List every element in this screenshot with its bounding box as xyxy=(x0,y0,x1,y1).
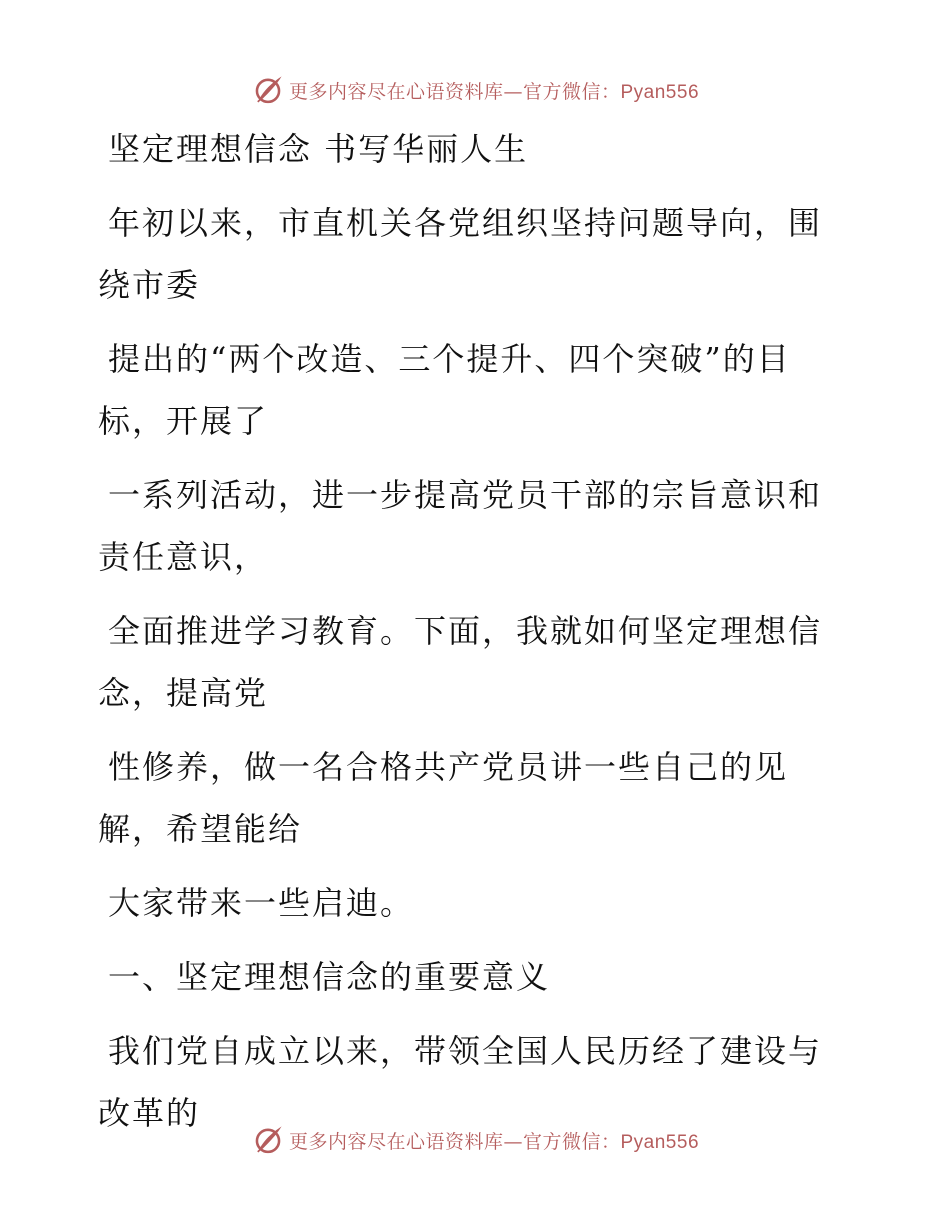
paragraph-line: 一系列活动，进一步提高党员干部的宗旨意识和 xyxy=(108,476,823,514)
watermark-text: 更多内容尽在心语资料库—官方微信：Pyan556 xyxy=(288,1130,700,1153)
paragraph-line: 念，提高党 xyxy=(98,674,269,712)
paragraph-line: 改革的 xyxy=(98,1094,201,1132)
footer-watermark xyxy=(0,1120,950,1160)
paragraph-line: 性修养，做一名合格共产党员讲一些自己的见 xyxy=(108,748,789,786)
paragraph-line: 解，希望能给 xyxy=(98,810,303,848)
paragraph-line: 标，开展了 xyxy=(98,402,269,440)
document-body xyxy=(98,118,838,1144)
document-title: 坚定理想信念 书写华丽人生 xyxy=(108,130,529,168)
quill-pen-logo-icon xyxy=(251,1123,285,1157)
paragraph-line: 大家带来一些启迪。 xyxy=(108,884,415,922)
quill-pen-logo-icon xyxy=(251,73,285,107)
watermark-account: Pyan556 xyxy=(620,81,700,103)
header-watermark xyxy=(0,70,950,110)
watermark-account: Pyan556 xyxy=(620,1131,700,1153)
paragraph-line: 提出的“两个改造、三个提升、四个突破”的目 xyxy=(108,340,791,378)
paragraph-line: 绕市委 xyxy=(98,266,201,304)
paragraph-line: 责任意识， xyxy=(98,538,269,576)
paragraph-line: 年初以来，市直机关各党组织坚持问题导向，围 xyxy=(108,204,823,242)
section-heading: 一、坚定理想信念的重要意义 xyxy=(108,958,551,996)
paragraph-line: 我们党自成立以来，带领全国人民历经了建设与 xyxy=(108,1032,823,1070)
watermark-text: 更多内容尽在心语资料库—官方微信：Pyan556 xyxy=(288,80,700,103)
paragraph-line: 全面推进学习教育。下面，我就如何坚定理想信 xyxy=(108,612,823,650)
